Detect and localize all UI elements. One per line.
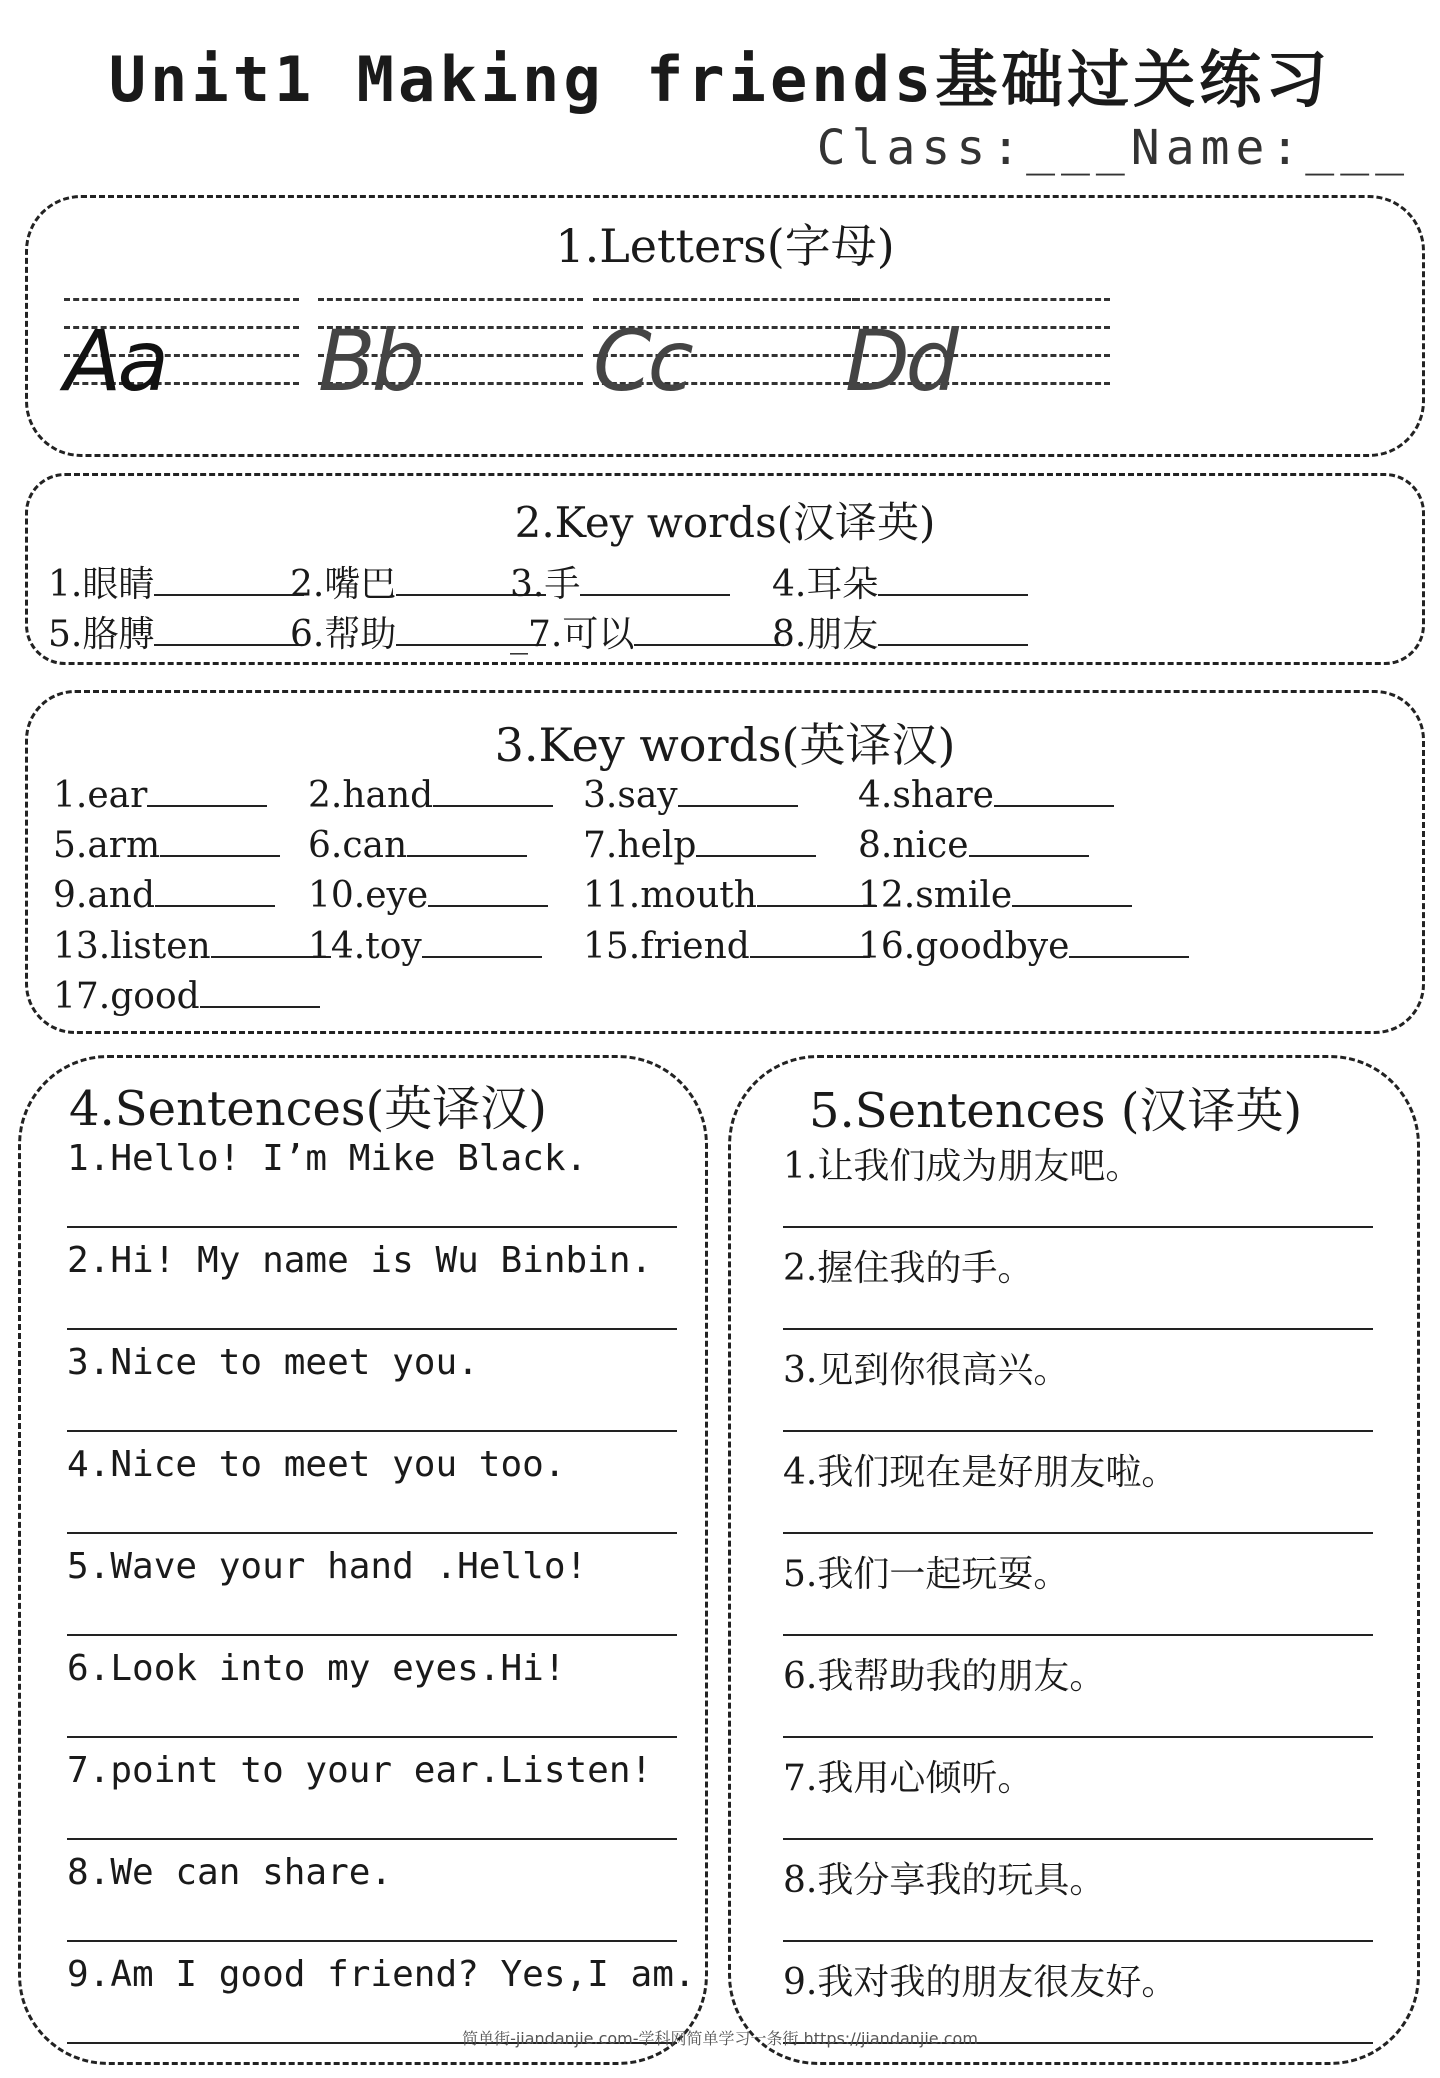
sentence-item: 3.见到你很高兴。 — [783, 1350, 1070, 1391]
answer-line[interactable] — [67, 1328, 677, 1330]
answer-line[interactable] — [67, 1634, 677, 1636]
sentence-item: 1.让我们成为朋友吧。 — [783, 1146, 1142, 1187]
keywords-en-cn-section — [25, 690, 1425, 1034]
keyword-text: 9.and — [53, 875, 156, 916]
keyword-item — [583, 926, 870, 967]
keyword-text: 2.hand — [308, 775, 434, 816]
keyword-text: 5.arm — [53, 825, 161, 866]
answer-line[interactable] — [67, 1736, 677, 1738]
keyword-item — [858, 926, 1189, 967]
answer-blank[interactable] — [1069, 928, 1189, 958]
keyword-text: 14.toy — [308, 926, 422, 967]
keywords-en-cn-title: 3.Key words(英译汉) — [494, 718, 956, 772]
keyword-item — [858, 775, 1114, 816]
answer-line[interactable] — [783, 1838, 1373, 1840]
sentence-item: 8.我分享我的玩具。 — [783, 1860, 1106, 1901]
keyword-item — [308, 825, 527, 866]
keyword-text: 6.帮助 — [290, 614, 397, 655]
answer-blank[interactable] — [750, 928, 870, 958]
keyword-text: 3.手 — [510, 564, 581, 605]
answer-line[interactable] — [67, 1940, 677, 1942]
keyword-text: 16.goodbye — [858, 926, 1070, 967]
keyword-item — [53, 875, 275, 916]
answer-blank[interactable] — [433, 777, 553, 807]
answer-line[interactable] — [783, 1940, 1373, 1942]
answer-blank[interactable] — [200, 978, 320, 1008]
sentence-item: 7.point to your ear.Listen! — [67, 1750, 653, 1791]
answer-blank[interactable] — [154, 566, 304, 596]
keywords-cn-en-title: 2.Key words(汉译英) — [514, 498, 936, 547]
keyword-text: 11.mouth — [583, 875, 757, 916]
answer-blank[interactable] — [147, 777, 267, 807]
answer-blank[interactable] — [422, 928, 542, 958]
sentence-item: 2.Hi! My name is Wu Binbin. — [67, 1240, 653, 1281]
letter-writing-guide — [318, 298, 583, 428]
sentence-item: 4.我们现在是好朋友啦。 — [783, 1452, 1178, 1493]
answer-blank[interactable] — [634, 616, 784, 646]
answer-blank[interactable] — [154, 616, 304, 646]
keyword-text: 4.耳朵 — [772, 564, 879, 605]
keyword-text: _7.可以 — [510, 614, 635, 655]
keyword-item — [48, 556, 304, 607]
answer-blank[interactable] — [696, 827, 816, 857]
keyword-text: 10.eye — [308, 875, 429, 916]
answer-blank[interactable] — [428, 877, 548, 907]
keyword-item — [308, 926, 542, 967]
answer-line[interactable] — [783, 1736, 1373, 1738]
sentence-item: 3.Nice to meet you. — [67, 1342, 479, 1383]
keyword-item — [53, 825, 280, 866]
class-name-line: Class:___Name:___ — [816, 120, 1410, 176]
letter-glyph: Aa — [64, 312, 165, 410]
keyword-item — [53, 976, 320, 1017]
keyword-text: 7.help — [583, 825, 697, 866]
letters-section — [25, 195, 1425, 457]
sentences-en-cn-title: 4.Sentences(英译汉) — [69, 1081, 547, 1137]
sentences-en-cn-section — [18, 1055, 708, 2065]
answer-line[interactable] — [67, 1430, 677, 1432]
answer-blank[interactable] — [678, 777, 798, 807]
answer-blank[interactable] — [1012, 877, 1132, 907]
letter-glyph: Dd — [845, 312, 956, 410]
sentence-item: 5.我们一起玩耍。 — [783, 1554, 1070, 1595]
answer-line[interactable] — [67, 1532, 677, 1534]
answer-blank[interactable] — [155, 877, 275, 907]
sentence-item: 5.Wave your hand .Hello! — [67, 1546, 588, 1587]
keyword-item — [583, 775, 798, 816]
letter-glyph: Cc — [593, 312, 690, 410]
keyword-item — [290, 606, 546, 657]
keyword-item — [858, 825, 1089, 866]
keyword-text: 17.good — [53, 976, 200, 1017]
answer-line[interactable] — [783, 1634, 1373, 1636]
answer-line[interactable] — [783, 1328, 1373, 1330]
keyword-item — [308, 875, 548, 916]
letters-title: 1.Letters(字母) — [555, 219, 895, 273]
answer-blank[interactable] — [407, 827, 527, 857]
sentences-cn-en-section — [728, 1055, 1420, 2065]
keyword-item — [583, 825, 816, 866]
keyword-text: 12.smile — [858, 875, 1013, 916]
answer-blank[interactable] — [878, 566, 1028, 596]
keyword-text: 2.嘴巴 — [290, 564, 397, 605]
keyword-text: 1.眼睛 — [48, 564, 155, 605]
sentence-item: 9.我对我的朋友很友好。 — [783, 1962, 1178, 2003]
letter-glyph: Bb — [318, 312, 421, 410]
keyword-item — [858, 875, 1132, 916]
answer-line[interactable] — [783, 1532, 1373, 1534]
keyword-text: 4.share — [858, 775, 994, 816]
keyword-text: 8.nice — [858, 825, 969, 866]
keyword-item — [290, 556, 546, 607]
answer-blank[interactable] — [160, 827, 280, 857]
keyword-item — [53, 926, 331, 967]
page-title: Unit1 Making friends基础过关练习 — [108, 43, 1332, 116]
answer-blank[interactable] — [580, 566, 730, 596]
keyword-text: 6.can — [308, 825, 408, 866]
keyword-item — [583, 875, 877, 916]
keyword-text: 13.listen — [53, 926, 211, 967]
sentence-item: 2.握住我的手。 — [783, 1248, 1034, 1289]
letter-writing-guide — [845, 298, 1110, 428]
sentences-cn-en-title: 5.Sentences (汉译英) — [809, 1083, 1303, 1139]
keyword-item — [48, 606, 304, 657]
keywords-cn-en-section — [25, 473, 1425, 665]
answer-line[interactable] — [67, 1838, 677, 1840]
sentence-item: 9.Am I good friend? Yes,I am. — [67, 1954, 696, 1995]
keyword-item — [308, 775, 553, 816]
keyword-item — [510, 606, 784, 657]
sentence-item: 8.We can share. — [67, 1852, 393, 1893]
keyword-item — [53, 775, 267, 816]
answer-line[interactable] — [783, 1226, 1373, 1228]
keyword-item — [772, 606, 1028, 657]
sentence-item: 6.Look into my eyes.Hi! — [67, 1648, 566, 1689]
letter-writing-guide — [593, 298, 858, 428]
keyword-text: 3.say — [583, 775, 678, 816]
sentence-item: 7.我用心倾听。 — [783, 1758, 1034, 1799]
keyword-item — [772, 556, 1028, 607]
answer-line[interactable] — [67, 1226, 677, 1228]
keyword-text: 8.朋友 — [772, 614, 879, 655]
keyword-text: 1.ear — [53, 775, 148, 816]
sentence-item: 4.Nice to meet you too. — [67, 1444, 566, 1485]
footer-watermark: 简单街-jiandanjie.com-学科网简单学习一条街 https://jiandanjie.com — [462, 2029, 978, 2048]
sentence-item: 1.Hello! I’m Mike Black. — [67, 1138, 588, 1179]
sentence-item: 6.我帮助我的朋友。 — [783, 1656, 1106, 1697]
keyword-text: 5.胳膊 — [48, 614, 155, 655]
answer-line[interactable] — [783, 1430, 1373, 1432]
answer-blank[interactable] — [994, 777, 1114, 807]
answer-blank[interactable] — [878, 616, 1028, 646]
keyword-text: 15.friend — [583, 926, 750, 967]
keyword-item — [510, 556, 730, 607]
letter-writing-guide — [64, 298, 299, 428]
answer-blank[interactable] — [969, 827, 1089, 857]
